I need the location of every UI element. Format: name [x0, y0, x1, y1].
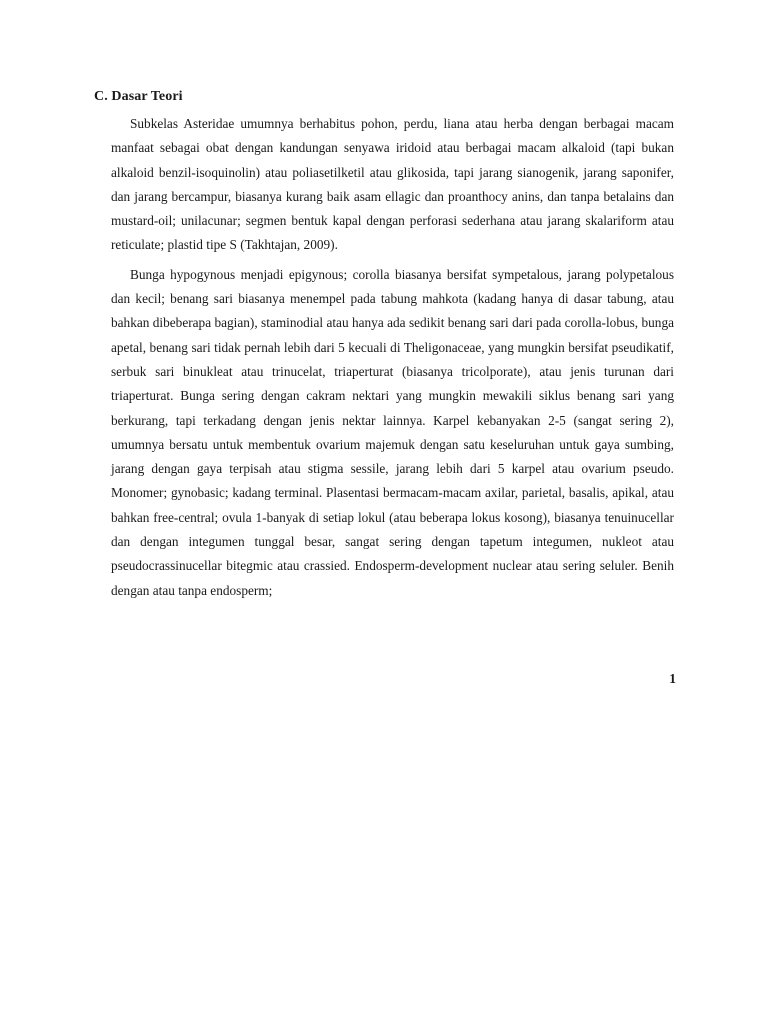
document-body: [94, 87, 674, 608]
paragraph-flower-morphology: Bunga hypogynous menjadi epigynous; corolla biasanya bersifat sympetalous, jarang polypetalous dan kecil; benang sari biasanya menempel pada tabung mahkota (kadang hanya di dasar tabung, atau bahkan dibeberapa bagian), staminodial atau hanya ada sedikit benang sari dari pada corolla-lobus, bunga apetal, benang sari tidak pernah lebih dari 5 kecuali di Theligonaceae, yang mungkin bersifat pseudikatif, serbuk sari binukleat atau trinucelat, triaperturat (biasanya tricolporate), atau jenis turunan dari triaperturat. Bunga sering dengan cakram nektari yang mungkin mewakili siklus benang sari yang berkurang, tapi terkadang dengan jenis nektar lainnya. Karpel kebanyakan 2-5 (sangat sering 2), umumnya bersatu untuk membentuk ovarium majemuk dengan satu keseluruhan untuk gaya sumbing, jarang dengan gaya terpisah atau stigma sessile, jarang lebih dari 5 karpel atau ovarium pseudo. Monomer; gynobasic; kadang terminal. Plasentasi bermacam-macam axilar, parietal, basalis, apikal, atau bahkan free-central; ovula 1-banyak di setiap lokul (atau beberapa lokus kosong), biasanya tenuinucellar dan dengan integumen tunggal besar, sangat sering dengan tapetum integumen, nukleot atau pseudocrassinucellar bitegmic atau crassied. Endosperm-development nuclear atau sering seluler. Benih dengan atau tanpa endosperm;: [111, 266, 674, 598]
paragraph-asteridae-habitus: Subkelas Asteridae umumnya berhabitus pohon, perdu, liana atau herba dengan berbagai macam manfaat sebagai obat dengan kandungan senyawa iridoid atau berbagai macam alkaloid (tapi bukan alkaloid benzil-isoquinolin) atau poliasetilketil atau glikosida, tapi jarang sianogenik, jarang saponifer, dan jarang bercampur, biasanya kurang baik asam ellagic dan proanthocy anins, dan tanpa betalains dan mustard-oil; unilacunar; segmen bentuk kapal dengan perforasi sederhana atau jarang skalariform atau reticulate; plastid tipe S (Takhtajan, 2009).: [111, 116, 674, 253]
page-number: 1: [669, 671, 676, 686]
section-heading: C. Dasar Teori: [94, 89, 183, 104]
